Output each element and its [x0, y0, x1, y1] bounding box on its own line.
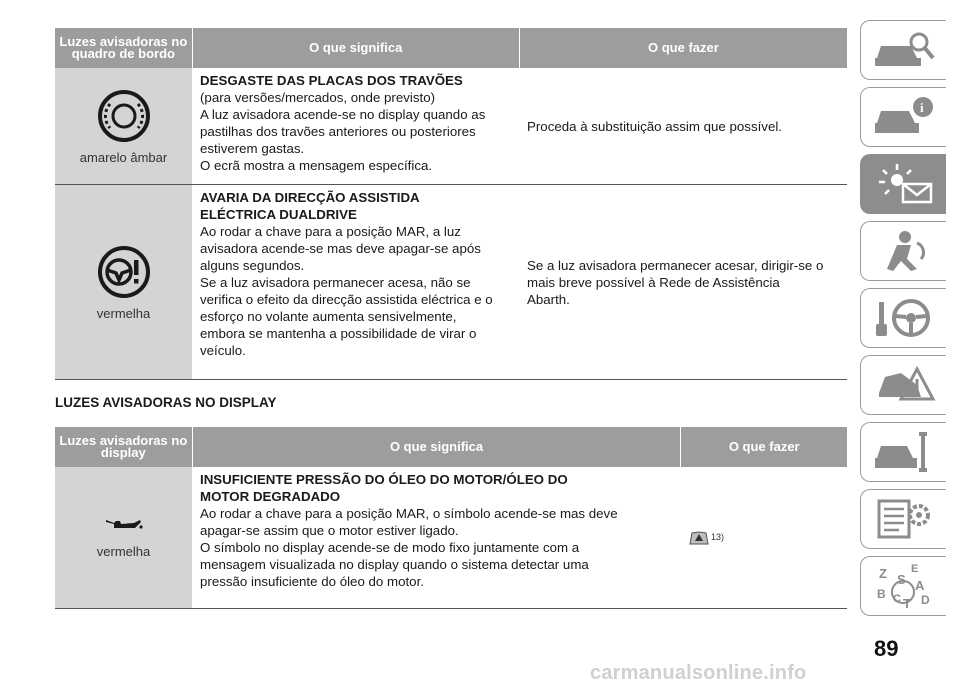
tab-warning-lights[interactable]	[860, 154, 946, 214]
meaning-cell	[192, 185, 519, 379]
power-steering-fault-icon	[95, 244, 153, 300]
car-emergency-icon	[871, 363, 937, 407]
text-line: apagar-se assim que o motor estiver ligado.	[200, 523, 459, 538]
header-cell-meaning: O que significa	[192, 28, 519, 68]
row-title: INSUFICIENTE PRESSÃO DO ÓLEO DO MOTOR/ÓLEO DO	[200, 472, 568, 487]
airbag-person-icon	[871, 229, 937, 273]
text-line: (para versões/mercados, onde previsto)	[200, 90, 436, 105]
warning-lights-table-dashboard	[55, 28, 847, 380]
text-line: verifica o efeito da direcção assistida eléctrica e o	[200, 292, 493, 307]
action-line: Abarth.	[527, 291, 570, 307]
page-number: 89	[874, 636, 899, 661]
text-line: pressão insuficiente do óleo do motor.	[200, 574, 424, 589]
text-line: veículo.	[200, 343, 246, 358]
tab-index[interactable]	[860, 556, 946, 616]
action-cell	[519, 185, 847, 379]
action-line: mais breve possível à Rede de Assistência	[527, 274, 780, 290]
header-cell-lights: Luzes avisadoras no display	[59, 433, 188, 460]
text-line: Ao rodar a chave para a posição MAR, a luz	[200, 224, 461, 239]
table-row	[55, 185, 847, 380]
table-header	[55, 28, 847, 68]
row-title: DESGASTE DAS PLACAS DOS TRAVÕES	[200, 73, 463, 88]
text-line: pastilhas dos travões anteriores ou posteriores	[200, 124, 476, 139]
tab-car-search[interactable]	[860, 20, 946, 80]
text-line: esforço no volante aumenta sensivelmente,	[200, 309, 457, 324]
index-letter: A	[914, 578, 924, 593]
action-cell	[519, 68, 847, 184]
oil-pressure-icon	[104, 516, 144, 534]
tab-car-info[interactable]	[860, 87, 946, 147]
text-line: mensagem visualizada no display quando o sistema detectar uma	[200, 557, 589, 572]
footnote-ref: 13)	[711, 532, 725, 542]
steering-wheel-icon	[871, 296, 937, 340]
row-title: MOTOR DEGRADADO	[200, 489, 341, 504]
text-line: avisadora acende-se mas deve apagar-se após	[200, 241, 481, 256]
section-title: LUZES AVISADORAS NO DISPLAY	[55, 395, 277, 410]
index-letter: D	[920, 593, 930, 607]
warning-lights-icon	[871, 162, 937, 206]
row-title: AVARIA DA DIRECÇÃO ASSISTIDA	[200, 190, 420, 205]
car-search-icon	[871, 28, 937, 72]
text-line: Ao rodar a chave para a posição MAR, o símbolo acende-se mas deve	[200, 506, 618, 521]
text-line: estiverem gastas.	[200, 141, 305, 156]
text-line: embora se mantenha a possibilidade de virar o	[200, 326, 477, 341]
table-header	[55, 427, 847, 467]
index-letter: C	[892, 593, 901, 605]
icon-cell	[55, 467, 192, 608]
warning-lights-table-display	[55, 427, 847, 609]
meaning-cell	[192, 68, 519, 184]
action-line: Se a luz avisadora permanecer acesar, dirigir-se o	[527, 257, 824, 273]
header-cell-lights: Luzes avisadoras no quadro de bordo	[59, 34, 188, 61]
text-line: alguns segundos.	[200, 258, 305, 273]
svg-text:i: i	[919, 100, 924, 115]
tab-airbag[interactable]	[860, 221, 946, 281]
specs-gear-icon	[871, 497, 937, 541]
brake-pad-wear-icon	[96, 88, 152, 144]
header-cell-action: O que fazer	[680, 427, 847, 467]
meaning-cell	[192, 467, 681, 608]
index-letter: B	[876, 587, 886, 601]
header-cell-meaning: O que significa	[192, 427, 681, 467]
action-text: Proceda à substituição assim que possível.	[527, 118, 782, 134]
action-cell	[681, 467, 847, 608]
car-maintenance-icon	[871, 430, 937, 474]
row-title: ELÉCTRICA DUALDRIVE	[200, 207, 357, 222]
light-color-label: vermelha	[96, 544, 151, 559]
tab-specs[interactable]	[860, 489, 946, 549]
text-line: O símbolo no display acende-se de modo fixo juntamente com a	[200, 540, 580, 555]
index-letter: Z	[878, 566, 887, 581]
car-info-icon	[871, 95, 937, 139]
chapter-sidebar	[860, 20, 946, 623]
tab-maintenance[interactable]	[860, 422, 946, 482]
index-letter: T	[902, 596, 911, 610]
watermark: carmanualsonline.info	[590, 662, 807, 684]
icon-cell	[55, 68, 192, 184]
tab-steering[interactable]	[860, 288, 946, 348]
tab-emergency[interactable]	[860, 355, 946, 415]
header-cell-action: O que fazer	[519, 28, 847, 68]
table-row	[55, 467, 847, 609]
index-letter: E	[910, 563, 918, 575]
text-line: O ecrã mostra a mensagem específica.	[200, 158, 433, 173]
warning-book-icon	[689, 530, 709, 546]
index-letter: S	[896, 572, 906, 587]
index-letters-icon	[871, 562, 937, 610]
text-line: A luz avisadora acende-se no display quando as	[200, 107, 486, 122]
light-color-label: vermelha	[96, 305, 151, 321]
table-row	[55, 68, 847, 185]
light-color-label: amarelo âmbar	[79, 149, 168, 165]
text-line: Se a luz avisadora permanecer acesa, não se	[200, 275, 471, 290]
icon-cell	[55, 185, 192, 379]
